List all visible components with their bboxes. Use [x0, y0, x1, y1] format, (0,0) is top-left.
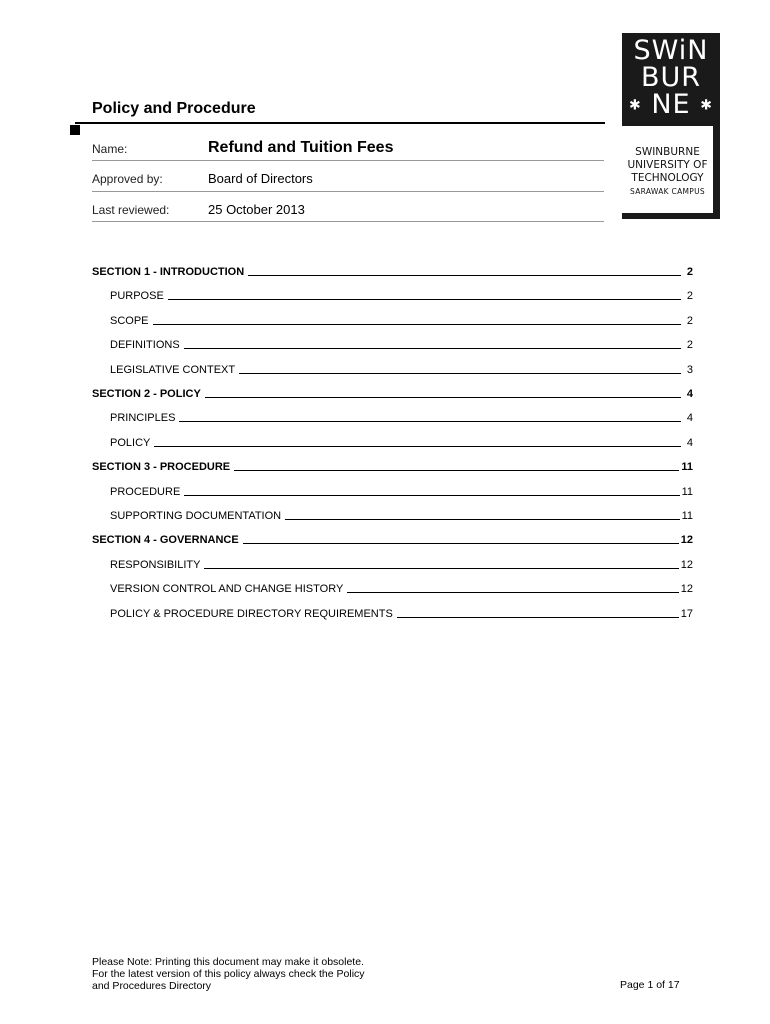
university-name-line: SWINBURNE: [635, 146, 700, 158]
logo-line-3-text: NE: [651, 89, 691, 120]
policy-name: Refund and Tuition Fees: [208, 139, 394, 156]
toc-entry-page: 2: [686, 315, 693, 327]
toc-leader-line: [347, 591, 678, 593]
toc-leader-line: [248, 274, 681, 276]
toc-leader-line: [184, 494, 679, 496]
campus-name: SARAWAK CAMPUS: [630, 187, 705, 196]
toc-leader-line: [234, 469, 679, 471]
approved-by-value: Board of Directors: [208, 171, 313, 186]
university-name-line: UNIVERSITY OF: [627, 159, 708, 171]
toc-entry-title: RESPONSIBILITY: [110, 559, 201, 571]
toc-section-entry[interactable]: [92, 532, 693, 546]
toc-entry-page: 2: [686, 339, 693, 351]
header-square-marker: [70, 125, 80, 135]
last-reviewed-value: 25 October 2013: [208, 202, 305, 217]
toc-leader-line: [153, 323, 681, 325]
toc-entry-page: 2: [686, 266, 693, 278]
toc-entry-page: 12: [680, 559, 693, 571]
toc-entry-page: 11: [681, 486, 693, 498]
toc-entry-page: 4: [686, 437, 693, 449]
toc-entry-title: DEFINITIONS: [110, 339, 180, 351]
toc-subsection-entry[interactable]: [110, 581, 693, 595]
toc-entry-title: SECTION 2 - POLICY: [92, 388, 201, 400]
toc-subsection-entry[interactable]: [110, 313, 693, 327]
toc-leader-line: [168, 298, 681, 300]
toc-entry-title: LEGISLATIVE CONTEXT: [110, 364, 236, 376]
toc-entry-title: PURPOSE: [110, 290, 164, 302]
toc-entry-page: 2: [686, 290, 693, 302]
toc-leader-line: [243, 542, 679, 544]
meta-divider: [92, 221, 604, 222]
university-name-line: TECHNOLOGY: [631, 172, 704, 184]
toc-entry-title: SECTION 3 - PROCEDURE: [92, 461, 231, 473]
header-divider: [75, 122, 605, 124]
footer-note: [92, 956, 365, 992]
meta-divider: [92, 191, 604, 192]
logo-bottom-bar: [622, 213, 720, 219]
swinburne-logo: [622, 33, 720, 126]
toc-leader-line: [285, 518, 679, 520]
toc-leader-line: [397, 616, 679, 618]
toc-leader-line: [204, 567, 678, 569]
toc-leader-line: [179, 420, 681, 422]
toc-subsection-entry[interactable]: [110, 557, 693, 571]
page-number: Page 1 of 17: [620, 979, 680, 991]
name-label: Name:: [92, 142, 128, 156]
toc-entry-title: PROCEDURE: [110, 486, 181, 498]
toc-section-entry[interactable]: [92, 386, 693, 400]
toc-entry-page: 12: [680, 583, 693, 595]
toc-leader-line: [239, 372, 681, 374]
meta-divider: [92, 160, 604, 161]
toc-entry-page: 11: [681, 461, 693, 473]
document-type-heading: Policy and Procedure: [92, 100, 256, 117]
toc-entry-title: SCOPE: [110, 315, 149, 327]
logo-side-bar: [713, 126, 720, 219]
toc-entry-page: 4: [686, 412, 693, 424]
toc-leader-line: [205, 396, 681, 398]
toc-entry-title: POLICY: [110, 437, 151, 449]
star-icon: ✱: [629, 97, 642, 114]
toc-entry-title: PRINCIPLES: [110, 412, 176, 424]
footer-note-line: Please Note: Printing this document may make it obsolete.: [92, 956, 364, 968]
toc-subsection-entry[interactable]: [110, 606, 693, 620]
toc-subsection-entry[interactable]: [110, 410, 693, 424]
toc-entry-page: 12: [680, 534, 693, 546]
toc-section-entry[interactable]: [92, 459, 693, 473]
logo-line-3: [622, 89, 720, 120]
toc-subsection-entry[interactable]: [110, 337, 693, 351]
toc-leader-line: [154, 445, 681, 447]
toc-entry-page: 17: [680, 608, 693, 620]
university-name: [622, 146, 713, 185]
footer-note-line: For the latest version of this policy always check the Policy: [92, 968, 365, 980]
last-reviewed-label: Last reviewed:: [92, 203, 170, 217]
toc-entry-title: SECTION 1 - INTRODUCTION: [92, 266, 245, 278]
toc-entry-page: 3: [686, 364, 693, 376]
toc-entry-title: SECTION 4 - GOVERNANCE: [92, 534, 239, 546]
toc-subsection-entry[interactable]: [110, 362, 693, 376]
toc-section-entry[interactable]: [92, 264, 693, 278]
logo-line-1: SWiN: [633, 35, 709, 66]
approved-by-label: Approved by:: [92, 172, 163, 186]
toc-subsection-entry[interactable]: [110, 435, 693, 449]
logo-line-2: BUR: [640, 62, 702, 93]
toc-leader-line: [184, 347, 681, 349]
toc-entry-title: POLICY & PROCEDURE DIRECTORY REQUIREMENTS: [110, 608, 393, 620]
toc-entry-title: SUPPORTING DOCUMENTATION: [110, 510, 282, 522]
toc-entry-page: 4: [686, 388, 693, 400]
star-icon: ✱: [700, 97, 713, 114]
toc-subsection-entry[interactable]: [110, 288, 693, 302]
toc-entry-title: VERSION CONTROL AND CHANGE HISTORY: [110, 583, 344, 595]
toc-subsection-entry[interactable]: [110, 508, 693, 522]
footer-note-line: and Procedures Directory: [92, 980, 212, 992]
toc-entry-page: 11: [681, 510, 693, 522]
toc-subsection-entry[interactable]: [110, 484, 693, 498]
